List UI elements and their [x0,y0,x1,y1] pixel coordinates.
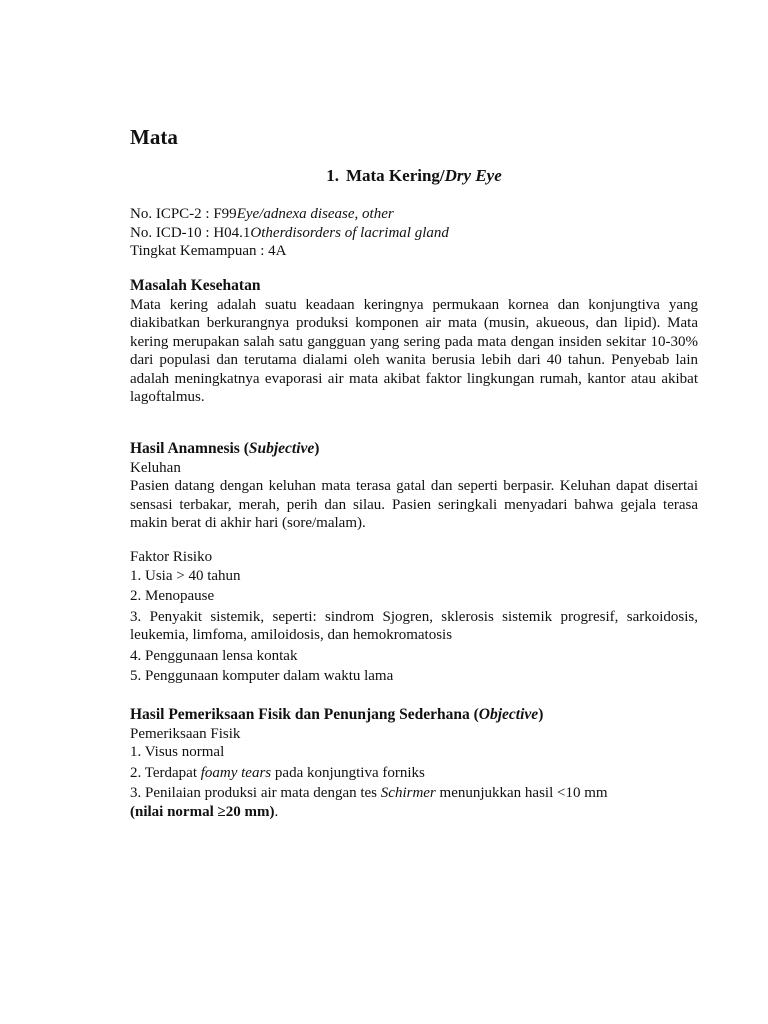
anamnesis-heading: Hasil Anamnesis (Subjective) [130,440,320,457]
icd-code: No. ICD-10 : H04.1Otherdisorders of lacrimal gland [130,224,449,241]
list-item: 3. Penyakit sistemik, seperti: sindrom Sjogren, sklerosis sistemik progresif, sarkoidosis, leukemia, limfoma, amiloidosis, dan hemokromatosis [130,608,698,643]
risk-factors-list [130,567,698,686]
health-problem-heading: Masalah Kesehatan [130,277,261,294]
physical-exam-list [130,743,698,821]
list-item: 4. Penggunaan lensa kontak [130,647,298,664]
list-item: 3. Penilaian produksi air mata dengan tes Schirmer menunjukkan hasil <10 mm (nilai normal ≥20 mm). [130,785,608,820]
health-problem-section [130,277,698,407]
complaint-text: Pasien datang dengan keluhan mata terasa gatal dan seperti berpasir. Keluhan dapat disertai sensasi terbakar, merah, perih dan silau. Pasien seringkali menyadari bahwa gejala terasa makin berat di akhir hari (sore/malam). [130,478,698,531]
examination-heading: Hasil Pemeriksaan Fisik dan Penunjang Sederhana (Objective) [130,706,544,723]
document-page [130,0,698,1024]
section-title-italic: Dry Eye [444,166,502,185]
list-item: 5. Penggunaan komputer dalam waktu lama [130,668,394,684]
risk-factors-section [130,548,698,686]
chapter-title: Mata [130,125,178,149]
section-title [130,164,698,188]
competence-level: Tingkat Kemampuan : 4A [130,243,287,259]
examination-section [130,706,698,821]
list-item: 1. Usia > 40 tahun [130,567,241,584]
complaint-label: Keluhan [130,459,181,476]
health-problem-text: Mata kering adalah suatu keadaan keringnya permukaan kornea dan konjungtiva yang diakibatkan berkurangnya produksi komponen air mata (musin, akueous, dan lipid). Mata kering merupakan salah satu gangguan yang sering pada mata dengan insiden sekitar 10-30% dari populasi dan terutama dialami oleh wanita berusia lebih dari 40 tahun. Penyebab lain adalah meningkatnya evaporasi air mata akibat faktor lingkungan rumah, kantor atau akibat lagoftalmus. [130,296,698,405]
icpc-code: No. ICPC-2 : F99Eye/adnexa disease, other [130,206,394,222]
section-title-plain: Mata Kering/ [345,166,445,185]
list-item: 1. Visus normal [130,744,225,760]
section-number: 1. [326,166,339,185]
list-item: 2. Terdapat foamy tears pada konjungtiva forniks [130,764,425,781]
list-item: 2. Menopause [130,588,215,604]
classification-codes [130,205,698,261]
anamnesis-section [130,440,698,533]
risk-factors-label: Faktor Risiko [130,549,213,565]
physical-exam-label: Pemeriksaan Fisik [130,725,241,742]
